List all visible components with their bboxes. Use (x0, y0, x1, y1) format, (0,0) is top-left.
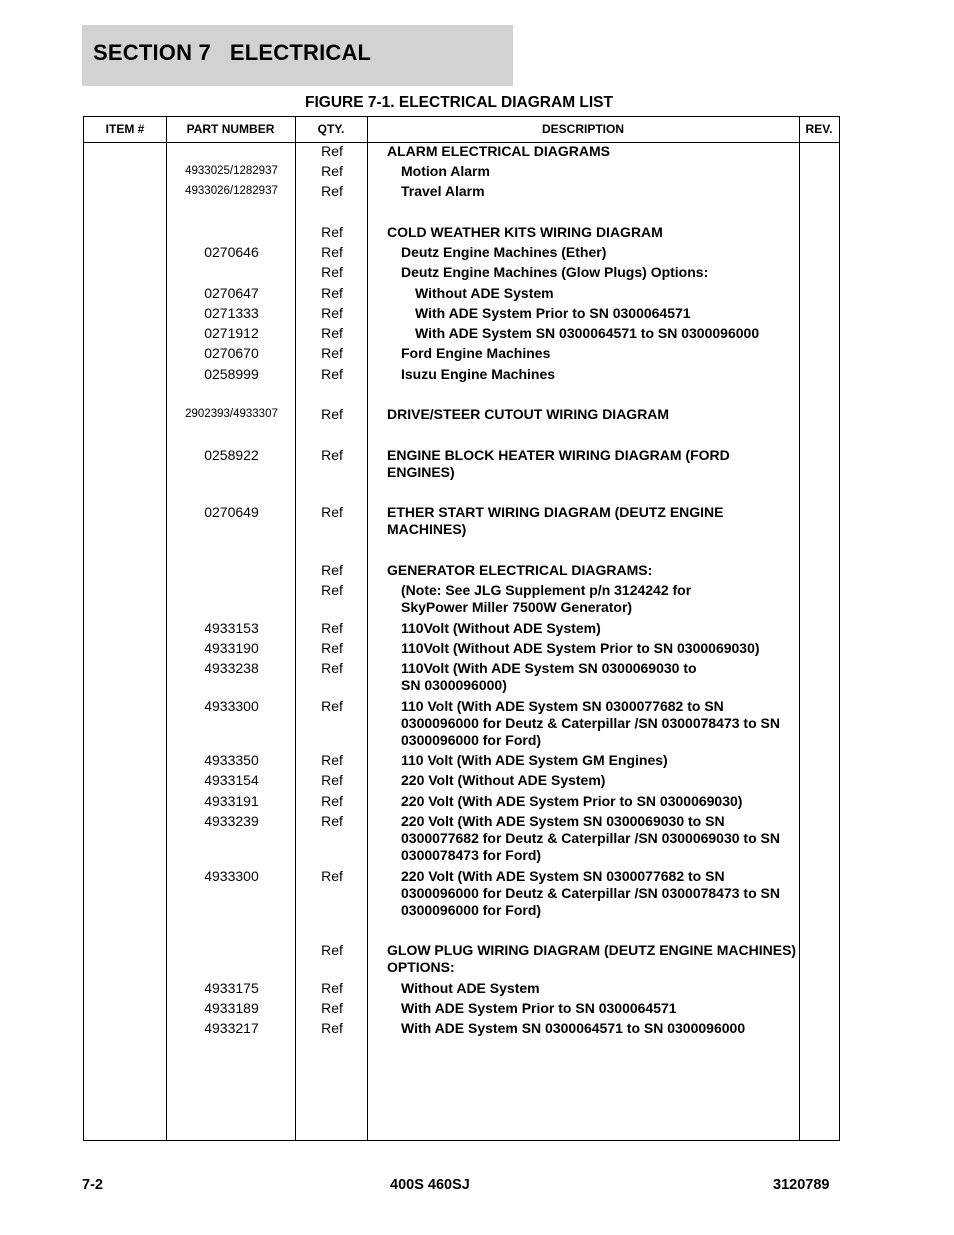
description-cell: With ADE System Prior to SN 0300064571 (401, 1000, 677, 1016)
qty-cell: Ref (321, 224, 343, 240)
part-number-cell: 4933025/1282937 (185, 165, 278, 177)
part-number-cell: 4933239 (204, 813, 259, 829)
description-cell: ENGINE BLOCK HEATER WIRING DIAGRAM (FORD ENGINES) (387, 447, 730, 480)
qty-cell: Ref (321, 406, 343, 422)
part-number-cell: 0270670 (204, 345, 259, 361)
qty-cell: Ref (321, 447, 343, 463)
qty-cell: Ref (321, 285, 343, 301)
description-cell: Travel Alarm (401, 183, 485, 199)
description-cell: With ADE System Prior to SN 0300064571 (415, 305, 691, 321)
description-cell: Ford Engine Machines (401, 345, 551, 361)
part-number-cell: 0270647 (204, 285, 259, 301)
part-number-cell: 4933300 (204, 698, 259, 714)
qty-cell: Ref (321, 244, 343, 260)
qty-cell: Ref (321, 942, 343, 958)
part-number-cell: 4933191 (204, 793, 259, 809)
qty-cell: Ref (321, 620, 343, 636)
description-cell: Deutz Engine Machines (Glow Plugs) Options: (401, 264, 709, 280)
part-number-cell: 4933154 (204, 772, 259, 788)
qty-cell: Ref (321, 582, 343, 598)
part-number-cell: 4933026/1282937 (185, 185, 278, 197)
header-item: ITEM # (105, 122, 145, 136)
qty-cell: Ref (321, 752, 343, 768)
figure-title-text: FIGURE 7-1. ELECTRICAL DIAGRAM LIST (304, 94, 613, 111)
qty-cell: Ref (321, 793, 343, 809)
description-cell: COLD WEATHER KITS WIRING DIAGRAM (387, 224, 663, 240)
part-number-cell: 0271333 (204, 305, 259, 321)
part-number-cell: 4933190 (204, 640, 259, 656)
header-part-number: PART NUMBER (186, 122, 275, 136)
qty-cell: Ref (321, 264, 343, 280)
description-cell: Isuzu Engine Machines (401, 366, 556, 382)
part-number-cell: 4933217 (204, 1020, 259, 1036)
diagram-list-table (83, 116, 840, 1141)
qty-cell: Ref (321, 640, 343, 656)
qty-cell: Ref (321, 163, 343, 179)
description-cell: ALARM ELECTRICAL DIAGRAMS (387, 143, 610, 159)
part-number-cell: 0258922 (204, 447, 259, 463)
qty-cell: Ref (321, 345, 343, 361)
qty-cell: Ref (321, 772, 343, 788)
qty-cell: Ref (321, 868, 343, 884)
section-title: SECTION 7 ELECTRICAL (93, 40, 372, 65)
qty-cell: Ref (321, 1020, 343, 1036)
part-number-cell: 4933175 (204, 980, 259, 996)
qty-cell: Ref (321, 698, 343, 714)
description-cell: 220 Volt (With ADE System SN 0300069030 to SN 0300077682 for Deutz & Caterpillar /SN 0300069030 to SN 0300078473 for Ford) (401, 813, 780, 863)
qty-cell: Ref (321, 562, 343, 578)
part-number-cell: 4933238 (204, 660, 259, 676)
description-cell: 110Volt (With ADE System SN 0300069030 to SN 0300096000) (401, 660, 697, 693)
description-cell: 110 Volt (With ADE System SN 0300077682 to SN 0300096000 for Deutz & Caterpillar /SN 0300078473 to SN 0300096000 for Ford) (401, 698, 780, 748)
qty-cell: Ref (321, 183, 343, 199)
description-cell: 220 Volt (With ADE System Prior to SN 0300069030) (401, 793, 743, 809)
description-cell: Deutz Engine Machines (Ether) (401, 244, 607, 260)
figure-title (0, 94, 954, 112)
part-number-cell: 4933300 (204, 868, 259, 884)
description-cell: GLOW PLUG WIRING DIAGRAM (DEUTZ ENGINE MACHINES) OPTIONS: (387, 942, 797, 975)
description-cell: 110Volt (Without ADE System Prior to SN 0300069030) (401, 640, 760, 656)
part-number-cell: 2902393/4933307 (185, 408, 278, 420)
footer-page-number: 7-2 (82, 1177, 103, 1193)
part-number-cell: 4933189 (204, 1000, 259, 1016)
description-cell: Motion Alarm (401, 163, 490, 179)
footer-model: 400S 460SJ (390, 1177, 470, 1193)
description-cell: 220 Volt (Without ADE System) (401, 772, 606, 788)
description-cell: GENERATOR ELECTRICAL DIAGRAMS: (387, 562, 653, 578)
description-cell: 220 Volt (With ADE System SN 0300077682 to SN 0300096000 for Deutz & Caterpillar /SN 0300078473 to SN 0300096000 for Ford) (401, 868, 780, 918)
description-cell: DRIVE/STEER CUTOUT WIRING DIAGRAM (387, 406, 670, 422)
qty-cell: Ref (321, 504, 343, 520)
qty-cell: Ref (321, 660, 343, 676)
description-cell: (Note: See JLG Supplement p/n 3124242 for SkyPower Miller 7500W Generator) (401, 582, 692, 615)
qty-cell: Ref (321, 1000, 343, 1016)
description-cell: Without ADE System (415, 285, 554, 301)
description-cell: 110 Volt (With ADE System GM Engines) (401, 752, 668, 768)
part-number-cell: 0258999 (204, 366, 259, 382)
description-cell: With ADE System SN 0300064571 to SN 0300096000 (401, 1020, 746, 1036)
part-number-cell: 0270646 (204, 244, 259, 260)
qty-cell: Ref (321, 366, 343, 382)
header-rev: REV. (805, 122, 833, 136)
header-qty: QTY. (317, 122, 345, 136)
qty-cell: Ref (321, 305, 343, 321)
qty-cell: Ref (321, 813, 343, 829)
description-cell: 110Volt (Without ADE System) (401, 620, 601, 636)
header-description: DESCRIPTION (541, 122, 624, 136)
part-number-cell: 0271912 (204, 325, 259, 341)
description-cell: Without ADE System (401, 980, 540, 996)
description-cell: ETHER START WIRING DIAGRAM (DEUTZ ENGINE MACHINES) (387, 504, 724, 537)
part-number-cell: 0270649 (204, 504, 259, 520)
qty-cell: Ref (321, 980, 343, 996)
footer-doc-number: 3120789 (773, 1177, 830, 1193)
part-number-cell: 4933350 (204, 752, 259, 768)
description-cell: With ADE System SN 0300064571 to SN 0300096000 (415, 325, 760, 341)
qty-cell: Ref (321, 325, 343, 341)
qty-cell: Ref (321, 143, 343, 159)
part-number-cell: 4933153 (204, 620, 259, 636)
